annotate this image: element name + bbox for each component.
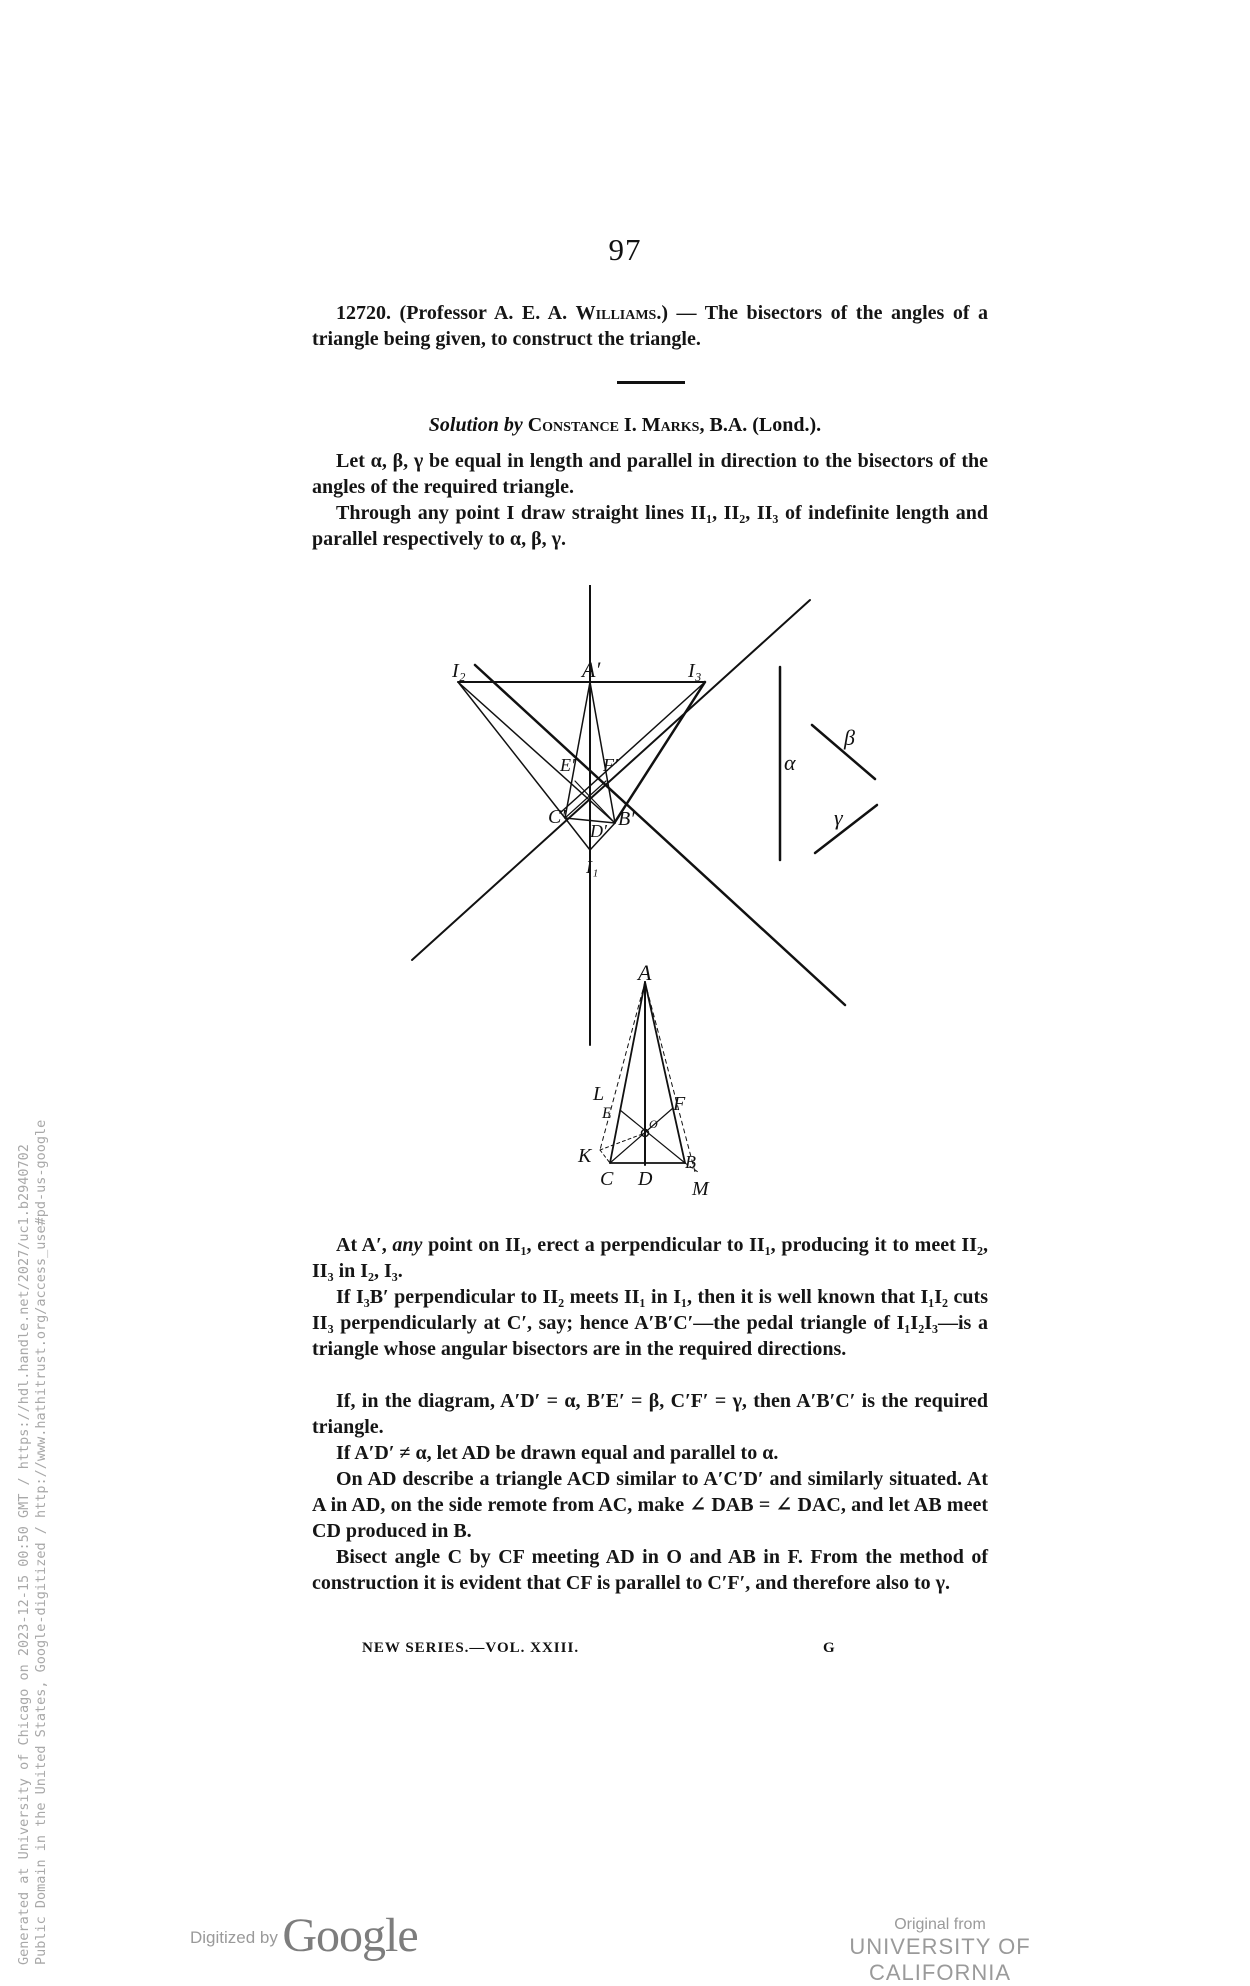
- label-I2: I₂: [452, 660, 466, 682]
- dashed-K-O: [600, 1133, 645, 1150]
- label-D: D: [638, 1168, 653, 1190]
- institution-name: UNIVERSITY OF CALIFORNIA: [849, 1934, 1031, 1985]
- paragraph-5-text: If, in the diagram, A′D′ = α, B′E′ = β, C′F′ = γ, then A′B′C′ is the required triangle.: [312, 1390, 988, 1438]
- page-number: 97: [608, 232, 642, 267]
- paragraph-4: [312, 1284, 988, 1362]
- label-A: A: [638, 960, 652, 985]
- dashed-K-C: [600, 1150, 610, 1163]
- line-C-I1: [565, 818, 590, 850]
- label-O: O: [649, 1117, 658, 1131]
- paragraph-5: [312, 1388, 988, 1440]
- label-F: F: [673, 1093, 686, 1115]
- digitized-by-label: Digitized by: [190, 1928, 278, 1947]
- footer-series: NEW SERIES.—VOL. XXIII.: [362, 1640, 580, 1656]
- line-A-C: [610, 982, 645, 1163]
- label-E: E: [602, 1105, 612, 1122]
- side-watermark-line-1: Generated at University of Chicago on 2023-12-15 00:50 GMT / https://hdl.handle.net/2027/uc1.b2940702: [16, 1144, 32, 1965]
- solver-suffix: , B.A. (Lond.).: [699, 414, 822, 436]
- label-L: L: [593, 1083, 605, 1105]
- problem-number: 12720.: [336, 302, 391, 324]
- dashed-A-M: [645, 982, 695, 1172]
- line-I2-C: [458, 682, 565, 818]
- google-logo: Google: [282, 1909, 418, 1962]
- problem-statement: [312, 300, 988, 352]
- paragraph-7: [312, 1466, 988, 1544]
- paragraph-3: [312, 1232, 988, 1284]
- problem-author-close: .): [656, 302, 669, 324]
- problem-author-name: Williams: [575, 302, 657, 324]
- paragraph-3-emphasis: any: [392, 1234, 423, 1256]
- line-A-B: [590, 682, 615, 823]
- segment-gamma: [815, 805, 877, 853]
- line-I2-B: [458, 682, 615, 823]
- side-watermark-line-2: Public Domain in the United States, Google-digitized / http://www.hathitrust.org/access_use#pd-us-google: [33, 1119, 49, 1965]
- label-F-prime: F′: [603, 755, 618, 775]
- problem-author-intro: (Professor A. E. A.: [399, 302, 576, 324]
- label-beta: β: [844, 725, 855, 750]
- solution-intro: Solution by: [428, 414, 523, 436]
- paragraph-4-text: If I₃B′ perpendicular to II₂ meets II₁ in I₁, then it is well known that I₁I₂ cuts II₃ perpendicularly at C′, say; hence A′B′C′—the pedal triangle of I₁I₂I₃—is a triangle whose angular bisectors are in the required directions.: [312, 1286, 988, 1360]
- label-alpha: α: [784, 750, 796, 775]
- line-II2: [412, 600, 810, 960]
- label-B: B: [685, 1152, 696, 1172]
- label-gamma: γ: [834, 805, 843, 830]
- paragraph-2-text: Through any point I draw straight lines II₁, II₂, II₃ of indefinite length and parallel respectively to α, β, γ.: [312, 502, 988, 550]
- label-A-prime: A′: [582, 657, 601, 682]
- label-K: K: [578, 1145, 592, 1167]
- label-I3: I₃: [688, 660, 702, 682]
- similar-triangle-diagram: [560, 950, 730, 1210]
- paragraph-1-text: Let α, β, γ be equal in length and parallel in direction to the bisectors of the angles of the required triangle.: [312, 450, 988, 498]
- label-I1: I₁: [586, 857, 599, 877]
- problem-text: — The bisectors of the angles of a triangle being given, to construct the triangle.: [312, 302, 989, 350]
- solution-heading: [0, 414, 1250, 437]
- label-M: M: [692, 1178, 709, 1200]
- original-from: [790, 1916, 1090, 1986]
- paragraph-3-text-b: point on II₁, erect a perpendicular to II₁, producing it to meet II₂, II₃ in I₂, I₃.: [312, 1234, 988, 1282]
- label-D-prime: D′: [590, 821, 607, 841]
- digitized-by: [190, 1908, 418, 1963]
- label-C-prime: C′: [548, 806, 566, 828]
- label-C: C: [600, 1168, 614, 1190]
- solver-name: Constance I. Marks: [527, 414, 700, 436]
- paragraph-6-text: If A′D′ ≠ α, let AD be drawn equal and parallel to α.: [336, 1442, 779, 1464]
- footer-signature: G: [823, 1640, 835, 1656]
- paragraph-7-text: On AD describe a triangle ACD similar to A′C′D′ and similarly situated. At A in AD, on the side remote from AC, make ∠ DAB = ∠ DAC, and let AB meet CD produced in B.: [312, 1468, 988, 1542]
- section-divider: [617, 381, 685, 384]
- side-watermark: [16, 1120, 50, 1965]
- label-E-prime: E′: [560, 755, 575, 775]
- original-from-label: Original from: [894, 1916, 986, 1933]
- paragraph-1: [312, 448, 988, 500]
- label-B-prime: B′: [618, 808, 635, 830]
- paragraph-8-text: Bisect angle C by CF meeting AD in O and AB in F. From the method of construction it is evident that CF is parallel to C′F′, and therefore also to γ.: [312, 1546, 988, 1594]
- paragraph-2: [312, 500, 988, 552]
- paragraph-6: [312, 1440, 988, 1466]
- paragraph-8: [312, 1544, 988, 1596]
- paragraph-3-text-a: At A′,: [336, 1234, 393, 1256]
